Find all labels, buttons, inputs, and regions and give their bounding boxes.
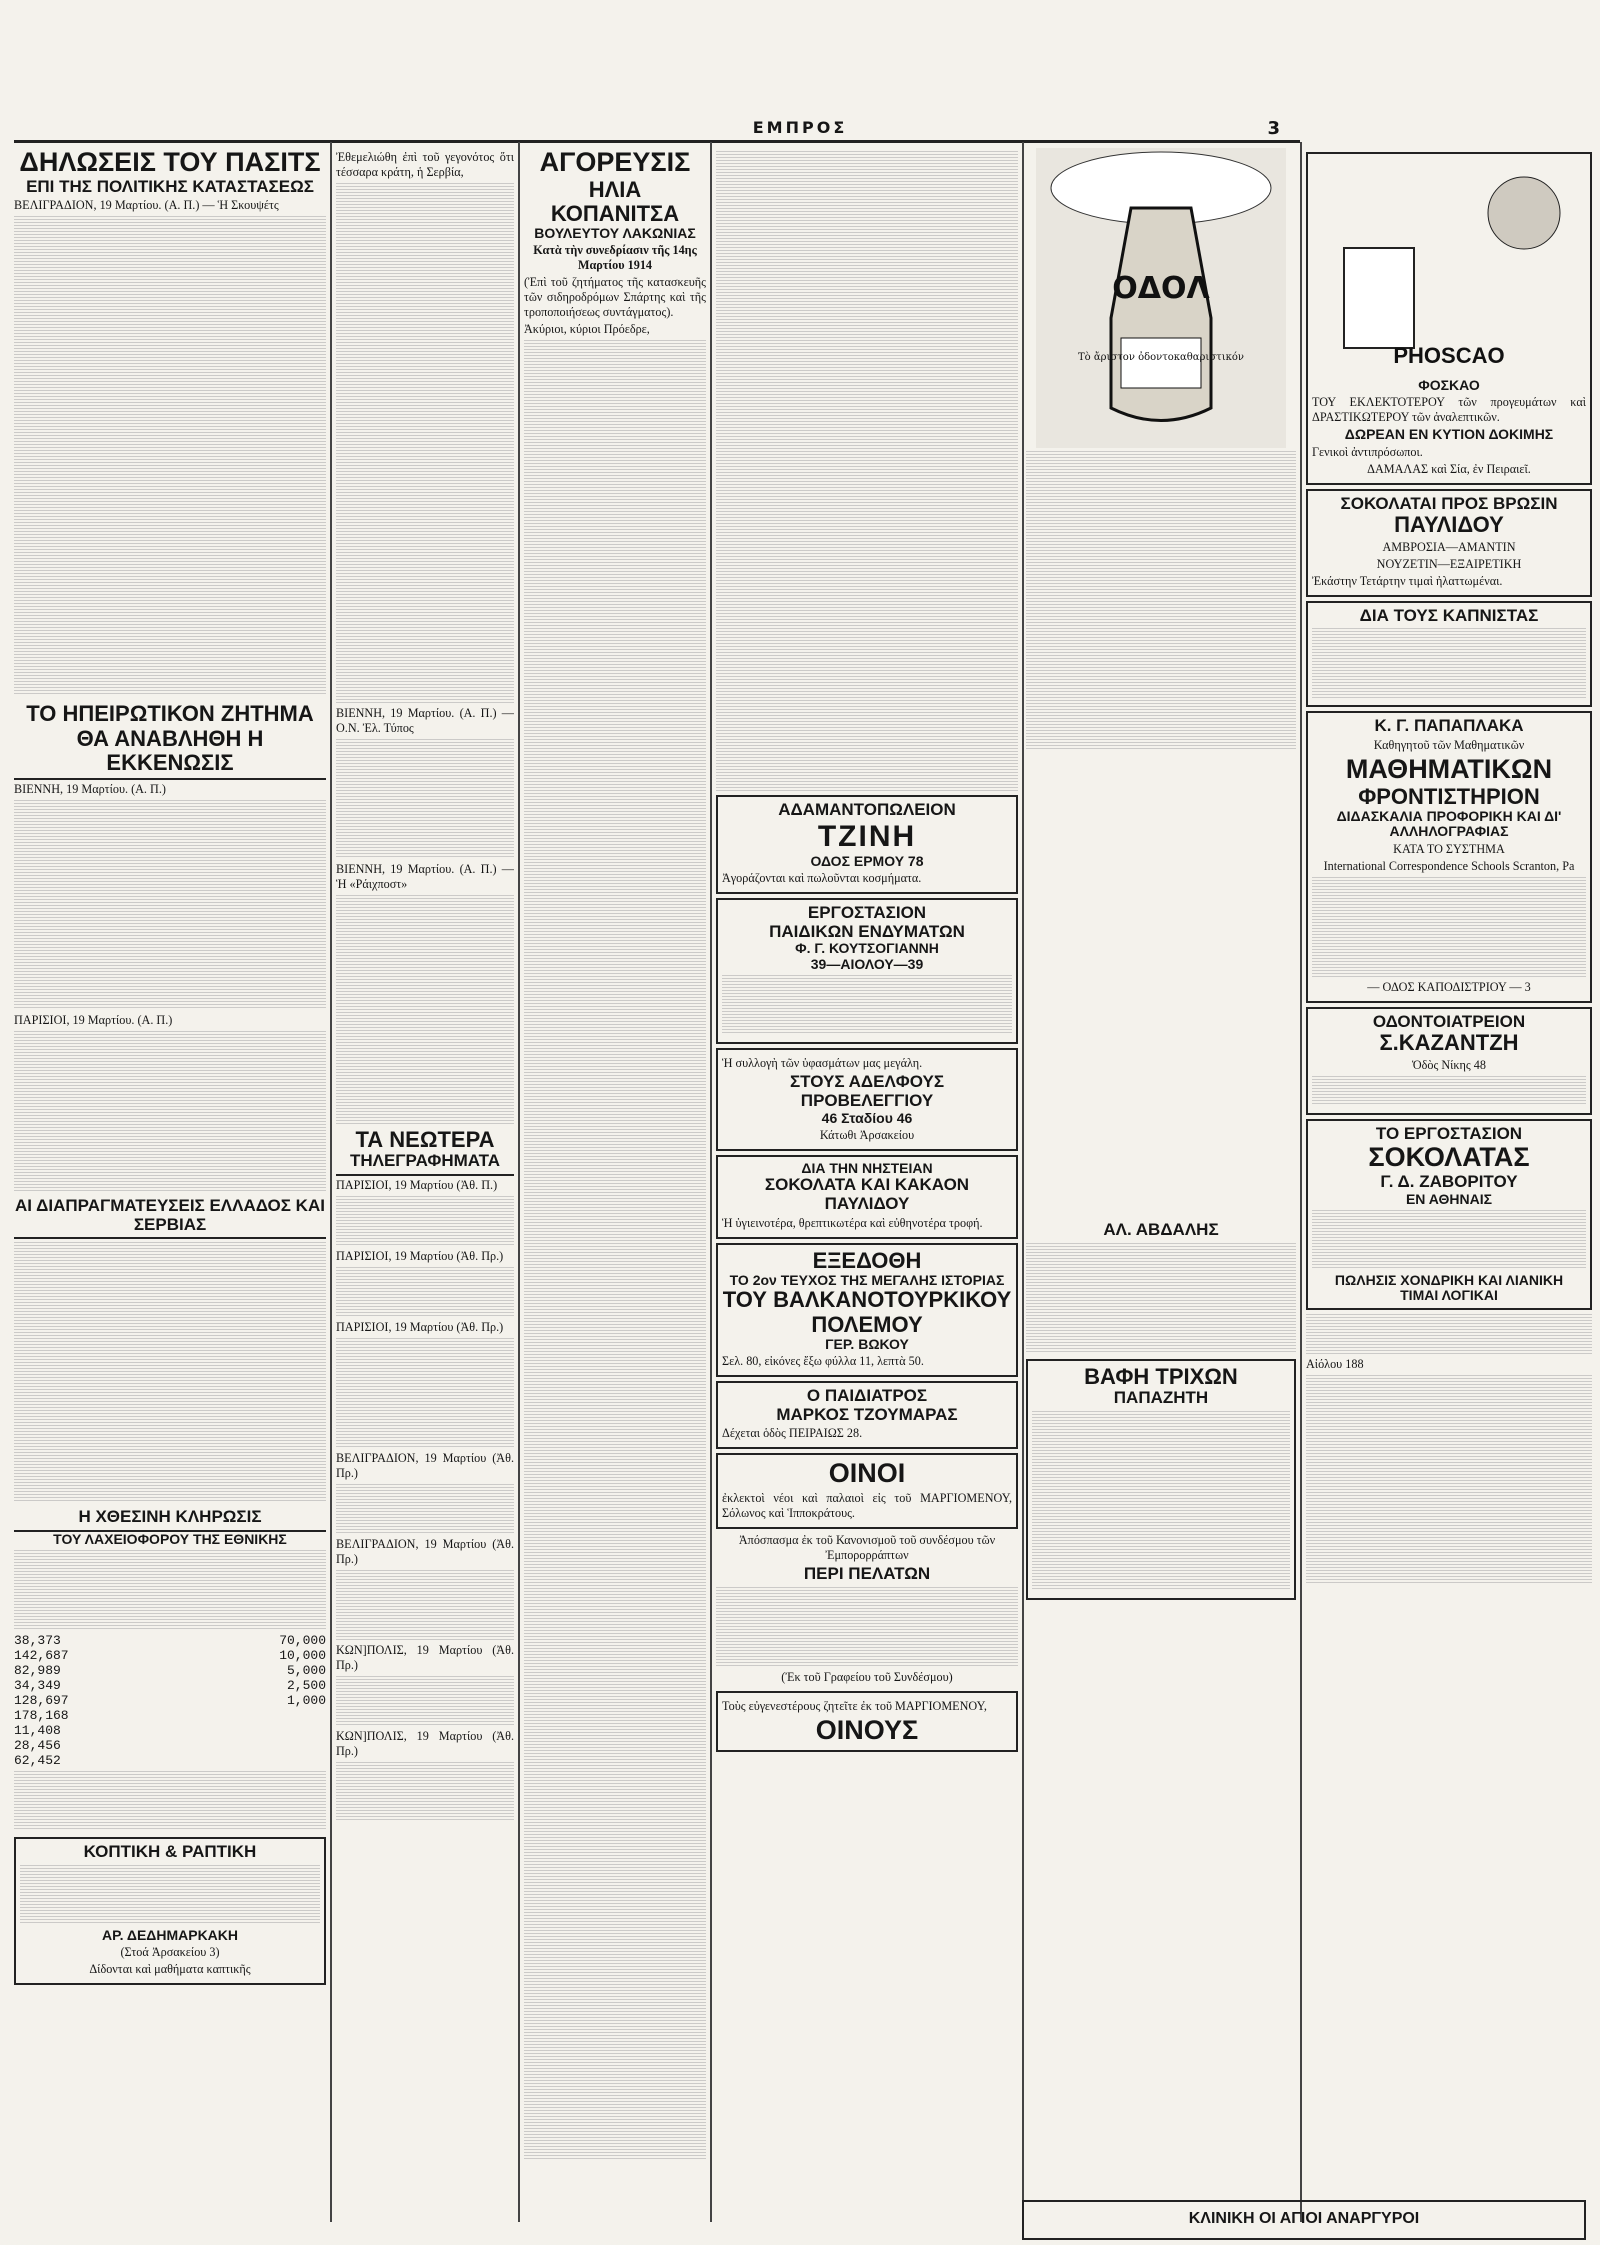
article-source: (Ἐκ τοῦ Γραφείου τοῦ Συνδέσμου) bbox=[781, 1669, 953, 1684]
ad-address: — ΟΔΟΣ ΚΑΠΟΔΙΣΤΡΙΟΥ — 3 bbox=[1367, 979, 1531, 994]
phoscao-illustration bbox=[1314, 158, 1584, 378]
ad-text: Δίδονται καὶ μαθήματα καπτικῆς bbox=[89, 1962, 251, 1977]
woman-head-shape bbox=[1488, 177, 1560, 249]
ad-subtitle: ΔΙΔΑΣΚΑΛΙΑ ΠΡΟΦΟΡΙΚΗ ΚΑΙ ΔΙ' ΑΛΛΗΛΟΓΡΑΦΙΑΣ bbox=[1336, 807, 1562, 840]
dateline: ΒΙΕΝΝΗ, 19 Μαρτίου. (Α. Π.) — Ο.Ν. Ἐλ. Τύπος bbox=[336, 706, 514, 735]
ad-address: (Στοά Ἀρσακείου 3) bbox=[120, 1945, 220, 1960]
dateline: ΒΕΛΙΓΡΑΔΙΟΝ, 19 Μαρτίου. (Α. Π.) — Ἡ Σκουψέτς bbox=[14, 198, 279, 213]
ad-text: Ἡ συλλογὴ τῶν ὑφασμάτων μας μεγάλη. bbox=[722, 1056, 923, 1071]
ad-address: 46 Σταδίου 46 bbox=[821, 1109, 913, 1126]
ad-subtitle: ΚΑΤΑ ΤΟ ΣΥΣΤΗΜΑ bbox=[1393, 841, 1505, 856]
dateline: ΚΩΝ]ΠΟΛΙΣ, 19 Μαρτίου (Ἀθ. Πρ.) bbox=[336, 1728, 514, 1758]
ad-chocolate-factory bbox=[1306, 1119, 1592, 1310]
ad-subtitle: ΠΑΙΔΙΚΩΝ ΕΝΔΥΜΑΤΩΝ bbox=[769, 921, 965, 941]
ad-location: ΕΝ ΑΘΗΝΑΙΣ bbox=[1405, 1190, 1493, 1207]
body-text-illegible bbox=[336, 1762, 514, 1822]
ad-wines bbox=[716, 1453, 1018, 1529]
lottery-number: 38,373 bbox=[14, 1633, 61, 1649]
ad-lent-chocolate bbox=[716, 1155, 1018, 1239]
body-text-illegible bbox=[14, 1242, 326, 1502]
lottery-row bbox=[14, 1648, 326, 1663]
body-text-illegible bbox=[716, 151, 1018, 791]
body-text-illegible bbox=[14, 1031, 326, 1191]
lottery-prize: 70,000 bbox=[279, 1633, 326, 1649]
column-divider bbox=[710, 142, 712, 2222]
ad-subtitle: Κάτωθι Ἀρσακείου bbox=[819, 1128, 915, 1142]
dateline: ΒΙΕΝΝΗ, 19 Μαρτίου. (Α. Π.) bbox=[14, 781, 166, 796]
column-5 bbox=[1026, 148, 1296, 2188]
odol-bottle-illustration bbox=[1036, 148, 1286, 448]
lottery-number: 178,168 bbox=[14, 1708, 69, 1724]
ad-title: ΕΞΕΔΟΘΗ bbox=[812, 1247, 922, 1273]
column-1 bbox=[14, 148, 326, 2238]
body-text-illegible bbox=[1312, 1210, 1586, 1270]
ad-list: ΝΟΥΖΕΤΙΝ—ΕΞΑΙΡΕΤΙΚΗ bbox=[1376, 556, 1522, 571]
ad-text: Ἡ ὑγιεινοτέρα, θρεπτικωτέρα καὶ εὐθηνοτέρα τροφή. bbox=[722, 1215, 983, 1230]
ad-name: ΠΑΠΑΖΗΤΗ bbox=[1113, 1387, 1209, 1407]
ad-title: ΚΟΠΤΙΚΗ & ΡΑΠΤΙΚΗ bbox=[83, 1842, 257, 1862]
dateline: ΠΑΡΙΣΙΟΙ, 19 Μαρτίου (Ἀθ. Πρ.) bbox=[336, 1319, 504, 1334]
ad-phoscao bbox=[1306, 152, 1592, 485]
ad-address: Ὁδὸς Νίκης 48 bbox=[1411, 1057, 1486, 1072]
ad-name: Φ. Γ. ΚΟΥΤΣΟΓΙΑΝΝΗ bbox=[795, 940, 939, 957]
article-negotiations bbox=[14, 1197, 326, 1502]
ad-text: ἐκλεκτοὶ νέοι καὶ παλαιοὶ εἰς τοῦ ΜΑΡΓΙΟΜΕΝΟΥ, Σόλωνος καὶ Ἱπποκράτους. bbox=[722, 1491, 1012, 1521]
body-text-illegible bbox=[14, 800, 326, 1010]
ad-title: ΕΡΓΟΣΤΑΣΙΟΝ bbox=[807, 903, 927, 923]
top-rule bbox=[14, 140, 1300, 143]
ad-text: Αἰόλου 188 bbox=[1306, 1356, 1364, 1371]
headline-name: ΗΛΙΑ ΚΟΠΑΝΙΤΣΑ bbox=[550, 176, 680, 226]
body-text-illegible bbox=[1032, 1411, 1290, 1591]
ad-title: ΔΙΑ ΤΗΝ ΝΗΣΤΕΙΑΝ bbox=[801, 1160, 933, 1176]
lottery-row bbox=[14, 1708, 326, 1723]
body-text-illegible bbox=[14, 1550, 326, 1630]
body-text-illegible bbox=[722, 975, 1012, 1035]
lottery-number: 82,989 bbox=[14, 1663, 61, 1679]
headline: ΤΟ ΗΠΕΙΡΩΤΙΚΟΝ ΖΗΤΗΜΑ bbox=[26, 701, 314, 727]
lottery-row bbox=[14, 1738, 326, 1753]
page-number: 3 bbox=[1267, 118, 1280, 139]
ad-subtitle: ΠΩΛΗΣΙΣ ΧΟΝΔΡΙΚΗ ΚΑΙ ΛΙΑΝΙΚΗ bbox=[1334, 1272, 1564, 1289]
column-2 bbox=[336, 148, 514, 2238]
body-text-illegible bbox=[336, 1484, 514, 1534]
lottery-row bbox=[14, 1753, 326, 1768]
headline: ΤΑ ΝΕΩΤΕΡΑ bbox=[355, 1127, 495, 1152]
ad-provelengiou bbox=[716, 1048, 1018, 1151]
ad-list: ΑΜΒΡΟΣΙΑ—ΑΜΑΝΤΙΝ bbox=[1382, 539, 1516, 554]
lottery-row bbox=[14, 1723, 326, 1738]
ad-hair-dye bbox=[1026, 1359, 1296, 1600]
ad-math-school bbox=[1306, 711, 1592, 1002]
ad-subtitle: ΣΟΚΟΛΑΤΑ ΚΑΙ ΚΑΚΑΟΝ bbox=[764, 1175, 970, 1195]
lottery-row bbox=[14, 1633, 326, 1648]
newspaper-title: ΕΜΠΡΟΣ bbox=[752, 118, 848, 137]
article-text: Ἐθεμελιώθη ἐπὶ τοῦ γεγονότος ὅτι τέσσαρα κράτη, ἡ Σερβία, bbox=[336, 150, 514, 179]
ad-subtitle: Καθηγητοῦ τῶν Μαθηματικῶν bbox=[1373, 738, 1525, 753]
ad-children-clothes bbox=[716, 898, 1018, 1044]
article-tailors-rules bbox=[716, 1533, 1018, 1685]
lottery-results bbox=[14, 1633, 326, 1768]
ad-adamantopoleion bbox=[716, 795, 1018, 894]
ad-offer: ΔΩΡΕΑΝ ΕΝ ΚΥΤΙΟΝ ΔΟΚΙΜΗΣ bbox=[1344, 426, 1554, 443]
ad-title: ΒΑΦΗ ΤΡΙΧΩΝ bbox=[1084, 1363, 1238, 1389]
dateline: ΠΑΡΙΣΙΟΙ, 19 Μαρτίου (Ἀθ. Π.) bbox=[336, 1177, 498, 1192]
body-text-illegible bbox=[716, 1587, 1018, 1667]
subheadline: ΤΗΛΕΓΡΑΦΗΜΑΤΑ bbox=[336, 1152, 514, 1176]
body-text-illegible bbox=[336, 1570, 514, 1640]
body-text-illegible bbox=[524, 340, 706, 2160]
phoscao-can-shape bbox=[1344, 248, 1414, 348]
ad-agents: Γενικοὶ ἀντιπρόσωποι. bbox=[1312, 444, 1423, 459]
ad-subtitle: ΦΟΣΚΑΟ bbox=[1418, 377, 1480, 393]
body-text-illegible bbox=[1026, 451, 1296, 751]
ad-subtitle: ΠΟΛΕΜΟΥ bbox=[811, 1311, 923, 1337]
column-4 bbox=[716, 148, 1018, 2188]
ad-subtitle: International Correspondence Schools Scranton, Pa bbox=[1323, 858, 1575, 873]
ad-address: ΟΔΟΣ ΕΡΜΟΥ 78 bbox=[810, 852, 924, 869]
ad-title: ΟΔΟΝΤΟΙΑΤΡΕΙΟΝ bbox=[1372, 1011, 1526, 1031]
headline: Η ΧΘΕΣΙΝΗ ΚΛΗΡΩΣΙΣ bbox=[14, 1508, 326, 1532]
article-lead: Ἀκύριοι, κύριοι Πρόεδρε, bbox=[524, 322, 650, 337]
column-divider bbox=[518, 142, 520, 2222]
ad-text: Σελ. 80, εἰκόνες ἔξω φύλλα 11, λεπτὰ 50. bbox=[722, 1354, 924, 1369]
ad-title: ΣΟΚΟΛΑΤΑΙ ΠΡΟΣ ΒΡΩΣΙΝ bbox=[1340, 493, 1558, 513]
column-6 bbox=[1306, 148, 1592, 2188]
body-text-illegible bbox=[20, 1865, 320, 1925]
headline-date: Κατὰ τὴν συνεδρίασιν τῆς 14ης Μαρτίου 1914 bbox=[533, 243, 697, 273]
ad-smokers bbox=[1306, 601, 1592, 708]
dateline: ΠΑΡΙΣΙΟΙ, 19 Μαρτίου (Ἀθ. Πρ.) bbox=[336, 1248, 504, 1263]
body-text-illegible bbox=[1312, 1076, 1586, 1106]
ad-author: ΓΕΡ. ΒΩΚΟΥ bbox=[825, 1335, 909, 1352]
lottery-number: 128,697 bbox=[14, 1693, 69, 1709]
article-epirus bbox=[14, 702, 326, 1191]
lottery-prize: 10,000 bbox=[279, 1648, 326, 1664]
body-text-illegible bbox=[14, 216, 326, 696]
dateline: ΚΩΝ]ΠΟΛΙΣ, 19 Μαρτίου (Ἀθ. Πρ.) bbox=[336, 1642, 514, 1672]
ad-book bbox=[716, 1243, 1018, 1377]
phoscao-brand-text: PHOSCAO bbox=[1393, 343, 1505, 368]
lottery-row bbox=[14, 1678, 326, 1693]
lottery-number: 62,452 bbox=[14, 1753, 61, 1769]
ad-text: Τοὺς εὐγενεστέρους ζητεῖτε ἐκ τοῦ ΜΑΡΓΙΟΜΕΝΟΥ, bbox=[722, 1698, 987, 1713]
ad-text: Ἀγοράζονται καὶ πωλοῦνται κοσμήματα. bbox=[722, 871, 922, 886]
body-text-illegible bbox=[1306, 1375, 1592, 1585]
column-divider bbox=[1022, 142, 1024, 2222]
ad-title: ΑΔΑΜΑΝΤΟΠΩΛΕΙΟΝ bbox=[778, 800, 956, 819]
ad-name: ΜΑΡΚΟΣ ΤΖΟΥΜΑΡΑΣ bbox=[776, 1404, 958, 1424]
dateline: ΒΕΛΙΓΡΑΔΙΟΝ, 19 Μαρτίου (Ἀθ. Πρ.) bbox=[336, 1450, 514, 1480]
ad-dentist bbox=[1306, 1007, 1592, 1115]
lottery-row bbox=[14, 1663, 326, 1678]
lottery-number: 28,456 bbox=[14, 1738, 61, 1754]
ad-title: ΤΟ ΕΡΓΟΣΤΑΣΙΟΝ bbox=[1375, 1123, 1523, 1143]
ad-name: ΠΑΥΛΙΔΟΥ bbox=[1394, 512, 1504, 538]
ad-subtitle: ΤΟ 2ον ΤΕΥΧΟΣ ΤΗΣ ΜΕΓΑΛΗΣ ΙΣΤΟΡΙΑΣ bbox=[729, 1271, 1005, 1288]
headline: ΠΕΡΙ ΠΕΛΑΤΩΝ bbox=[803, 1564, 931, 1584]
body-text-illegible bbox=[1312, 877, 1586, 977]
column-3 bbox=[524, 148, 706, 2238]
body-text-illegible bbox=[336, 183, 514, 703]
lottery-prize: 2,500 bbox=[286, 1678, 326, 1694]
body-text-illegible bbox=[336, 895, 514, 1125]
ad-cosmetics bbox=[1026, 1221, 1296, 1353]
ad-clinic: ΚΛΙΝΙΚΗ ΟΙ ΑΓΙΟΙ ΑΝΑΡΓΥΡΟΙ bbox=[1022, 2200, 1586, 2240]
ad-title: ΟΙΝΟΙ bbox=[828, 1458, 906, 1489]
masthead bbox=[0, 118, 1600, 138]
body-text-illegible bbox=[1312, 628, 1586, 698]
lottery-prize: 5,000 bbox=[286, 1663, 326, 1679]
ad-text: Ἐκάστην Τετάρτην τιμαὶ ἠλαττωμέναι. bbox=[1312, 573, 1503, 588]
dateline: ΠΑΡΙΣΙΟΙ, 19 Μαρτίου. (Α. Π.) bbox=[14, 1012, 173, 1027]
body-text-illegible bbox=[336, 1267, 514, 1317]
column-divider bbox=[330, 142, 332, 2222]
ad-wines-2 bbox=[716, 1691, 1018, 1752]
ad-name: Σ.ΚΑΖΑΝΤΖΗ bbox=[1379, 1030, 1519, 1056]
headline: ΑΓΟΡΕΥΣΙΣ bbox=[539, 148, 691, 177]
body-text-illegible bbox=[14, 1771, 326, 1831]
article-lottery bbox=[14, 1508, 326, 1831]
lottery-number: 34,349 bbox=[14, 1678, 61, 1694]
body-text-illegible bbox=[336, 1196, 514, 1246]
ad-name: ΑΡ. ΔΕΔΗΜΑΡΚΑΚΗ bbox=[101, 1927, 239, 1944]
ad-name: ΠΑΥΛΙΔΟΥ bbox=[824, 1194, 910, 1214]
ad-title: ΣΟΚΟΛΑΤΑΣ bbox=[1368, 1142, 1530, 1173]
dateline: ΒΕΛΙΓΡΑΔΙΟΝ, 19 Μαρτίου (Ἀθ. Πρ.) bbox=[336, 1536, 514, 1566]
article-intro: Ἀπόσπασμα ἐκ τοῦ Κανονισμοῦ τοῦ συνδέσμου τῶν Ἐμπορορράπτων bbox=[738, 1533, 996, 1563]
headline: ΑΙ ΔΙΑΠΡΑΓΜΑΤΕΥΣΕΙΣ ΕΛΛΑΔΟΣ ΚΑΙ ΣΕΡΒΙΑΣ bbox=[14, 1197, 326, 1239]
lottery-row bbox=[14, 1693, 326, 1708]
column-divider bbox=[1300, 142, 1302, 2222]
article-intro: (Ἐπὶ τοῦ ζητήματος τῆς κατασκευῆς τῶν σιδηροδρόμων Σπάρτης καὶ τῆς τροποποιήσεως συντάγματος). bbox=[524, 275, 706, 320]
odol-brand-text: ΟΔΟΛ bbox=[1112, 271, 1210, 306]
body-text-illegible bbox=[336, 739, 514, 859]
subheadline: ΤΟΥ ΛΑΧΕΙΟΦΟΡΟΥ ΤΗΣ ΕΘΝΙΚΗΣ bbox=[53, 1531, 287, 1547]
ad-pediatrician bbox=[716, 1381, 1018, 1449]
ad-title: ΣΤΟΥΣ ΑΔΕΛΦΟΥΣ ΠΡΟΒΕΛΕΓΓΙΟΥ bbox=[789, 1072, 945, 1110]
ad-title: ΦΡΟΝΤΙΣΤΗΡΙΟΝ bbox=[1358, 783, 1540, 809]
dateline: ΒΙΕΝΝΗ, 19 Μαρτίου. (Α. Π.) — Ἡ «Ράιχποστ» bbox=[336, 862, 514, 891]
ad-name: Γ. Δ. ΖΑΒΟΡΙΤΟΥ bbox=[1380, 1171, 1518, 1191]
body-text-illegible bbox=[336, 1338, 514, 1448]
lottery-prize: 1,000 bbox=[286, 1693, 326, 1709]
ad-name: Κ. Γ. ΠΑΠΑΠΛΑΚΑ bbox=[1374, 716, 1524, 736]
body-text-illegible bbox=[336, 1676, 514, 1726]
ad-subtitle: ΤΙΜΑΙ ΛΟΓΙΚΑΙ bbox=[1400, 1287, 1498, 1304]
headline-role: ΒΟΥΛΕΥΤΟΥ ΛΑΚΩΝΙΑΣ bbox=[534, 225, 696, 242]
article-pasic bbox=[14, 148, 326, 696]
subheadline: ΕΠΙ ΤΗΣ ΠΟΛΙΤΙΚΗΣ ΚΑΤΑΣΤΑΣΕΩΣ bbox=[26, 176, 314, 196]
ad-title: ΔΙΑ ΤΟΥΣ ΚΑΠΝΙΣΤΑΣ bbox=[1359, 605, 1539, 625]
body-text-illegible bbox=[1306, 1314, 1592, 1354]
ad-subtitle: ΤΟΥ ΒΑΛΚΑΝΟΤΟΥΡΚΙΚΟΥ bbox=[722, 1287, 1012, 1313]
body-text-illegible bbox=[1026, 1243, 1296, 1353]
ad-title: ΟΙΝΟΥΣ bbox=[815, 1714, 919, 1745]
ad-agents-name: ΔΑΜΑΛΑΣ καὶ Σία, ἐν Πειραιεῖ. bbox=[1367, 461, 1531, 476]
ad-tailoring bbox=[14, 1837, 326, 1985]
lottery-number: 142,687 bbox=[14, 1648, 69, 1664]
odol-label bbox=[1121, 338, 1201, 388]
ad-name: ΤΖΙΝΗ bbox=[817, 819, 917, 853]
odol-bottle-shape bbox=[1111, 208, 1211, 421]
ad-title: ΑΛ. ΑΒΔΑΛΗΣ bbox=[1103, 1220, 1219, 1239]
odol-tagline: Τὸ ἄριστον ὀδοντοκαθαριστικόν bbox=[1078, 352, 1244, 363]
subheadline: ΘΑ ΑΝΑΒΛΗΘΗ Η ΕΚΚΕΝΩΣΙΣ bbox=[14, 727, 326, 780]
ad-text: Δέχεται ὁδὸς ΠΕΙΡΑΙΩΣ 28. bbox=[722, 1426, 863, 1441]
ad-text: ΤΟΥ ΕΚΛΕΚΤΟΤΕΡΟΥ τῶν προγευμάτων καὶ ΔΡΑΣΤΙΚΩΤΕΡΟΥ τῶν ἀναλεπτικῶν. bbox=[1312, 395, 1586, 425]
ad-title: ΜΑΘΗΜΑΤΙΚΩΝ bbox=[1345, 754, 1553, 785]
lottery-number: 11,408 bbox=[14, 1723, 61, 1739]
ad-chocolates bbox=[1306, 489, 1592, 597]
ad-address: 39—ΑΙΟΛΟΥ—39 bbox=[810, 955, 924, 972]
ad-misc bbox=[1306, 1314, 1592, 1585]
headline: ΔΗΛΩΣΕΙΣ ΤΟΥ ΠΑΣΙΤΣ bbox=[19, 148, 321, 177]
ad-title: Ο ΠΑΙΔΙΑΤΡΟΣ bbox=[806, 1386, 928, 1406]
